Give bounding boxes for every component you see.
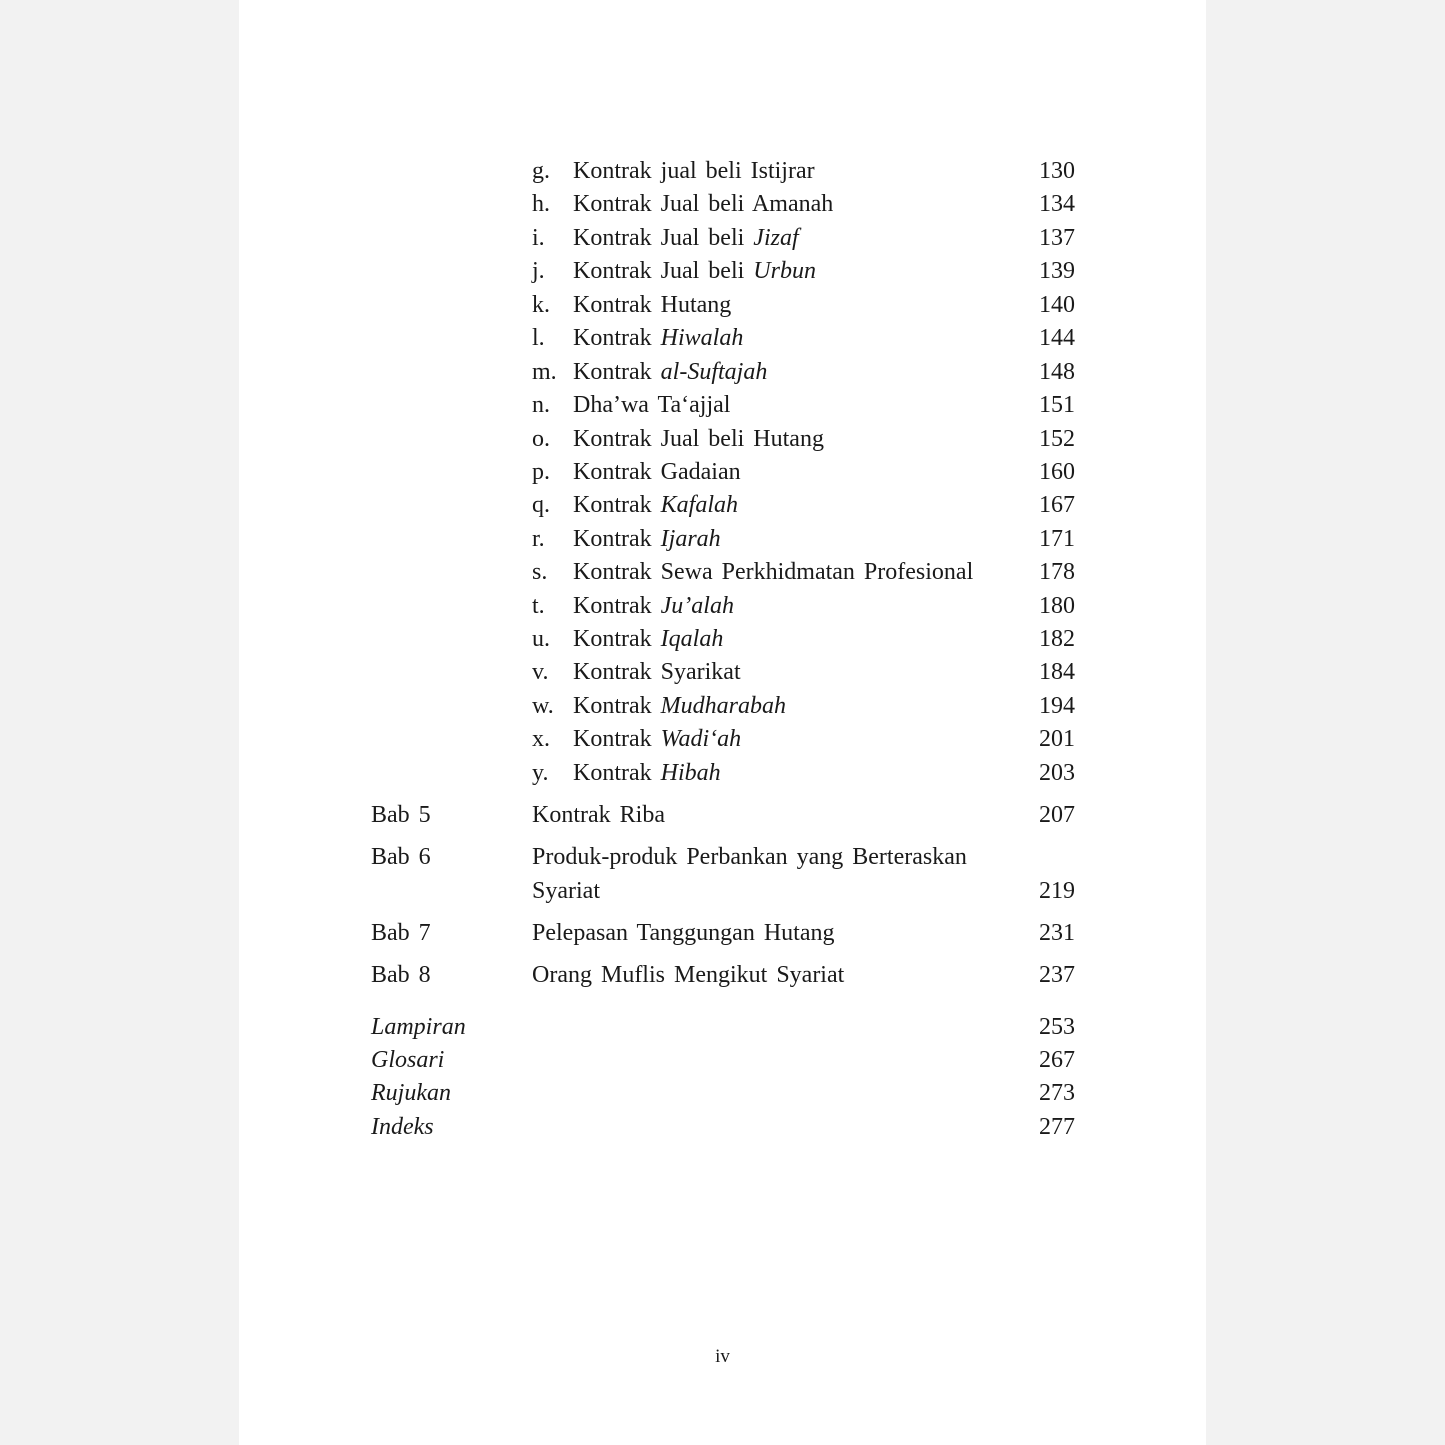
entry-title (573, 223, 799, 253)
toc-chapter-6-continued (239, 876, 1075, 906)
chapter-label: Bab 7 (371, 920, 431, 946)
entry-letter: t. (532, 593, 545, 619)
toc-chapter-5 (239, 800, 1075, 830)
entry-letter: q. (532, 492, 550, 518)
chapter-label: Bab 8 (371, 962, 431, 988)
entry-page-number: 184 (1039, 659, 1075, 685)
entry-title (573, 724, 741, 754)
toc-back-indeks (239, 1112, 1075, 1142)
chapter-page-number: 231 (1039, 920, 1075, 946)
entry-title-text: Kontrak jual beli Istijrar (573, 158, 815, 184)
entry-title-text: Kontrak Jual beli Amanah (573, 191, 834, 217)
toc-entry-o (239, 424, 1075, 454)
toc-entry-v (239, 657, 1075, 687)
toc-entry-p (239, 457, 1075, 487)
entry-title (573, 657, 741, 687)
entry-title-italic: Ijarah (660, 526, 721, 552)
toc-entry-i (239, 223, 1075, 253)
entry-title (573, 256, 816, 286)
toc-chapter-6 (239, 842, 1075, 872)
entry-letter: h. (532, 191, 550, 217)
toc-back-glosari (239, 1045, 1075, 1075)
toc-entry-k (239, 290, 1075, 320)
back-matter-label: Indeks (371, 1114, 434, 1140)
entry-letter: l. (532, 325, 545, 351)
entry-title (573, 624, 723, 654)
toc-entry-s (239, 557, 1075, 587)
entry-title (573, 557, 973, 587)
entry-letter: v. (532, 659, 549, 685)
entry-page-number: 140 (1039, 292, 1075, 318)
entry-title (573, 691, 786, 721)
entry-title-text: Kontrak (573, 359, 661, 385)
entry-title (573, 323, 743, 353)
entry-title-text: Kontrak (573, 593, 661, 619)
entry-title-text: Kontrak Syarikat (573, 659, 741, 685)
entry-page-number: 201 (1039, 726, 1075, 752)
entry-letter: s. (532, 559, 548, 585)
entry-title-text: Kontrak Jual beli (573, 258, 754, 284)
entry-letter: o. (532, 426, 550, 452)
entry-page-number: 148 (1039, 359, 1075, 385)
chapter-page-number: 237 (1039, 962, 1075, 988)
chapter-page-number: 207 (1039, 802, 1075, 828)
chapter-title: Pelepasan Tanggungan Hutang (532, 920, 835, 946)
entry-page-number: 180 (1039, 593, 1075, 619)
chapter-title: Orang Muflis Mengikut Syariat (532, 962, 845, 988)
entry-letter: x. (532, 726, 550, 752)
entry-page-number: 144 (1039, 325, 1075, 351)
entry-letter: n. (532, 392, 550, 418)
entry-letter: u. (532, 626, 550, 652)
chapter-title: Kontrak Riba (532, 802, 665, 828)
toc-back-rujukan (239, 1078, 1075, 1108)
entry-title-text: Kontrak (573, 626, 661, 652)
entry-title (573, 156, 815, 186)
toc-entry-u (239, 624, 1075, 654)
entry-title-text: Kontrak (573, 325, 661, 351)
document-page (239, 0, 1206, 1445)
entry-title-text: Kontrak (573, 492, 661, 518)
entry-title-italic: Iqalah (660, 626, 724, 652)
entry-title-italic: Urbun (753, 258, 816, 284)
entry-title (573, 591, 734, 621)
page-folio: iv (715, 1346, 730, 1367)
entry-title-text: Kontrak Jual beli Hutang (573, 426, 824, 452)
entry-page-number: 152 (1039, 426, 1075, 452)
entry-title-text: Kontrak Sewa Perkhidmatan Profesional (573, 559, 974, 585)
entry-page-number: 139 (1039, 258, 1075, 284)
toc-entry-g (239, 156, 1075, 186)
toc-entry-x (239, 724, 1075, 754)
entry-title (573, 758, 721, 788)
entry-title (573, 189, 833, 219)
back-matter-page-number: 267 (1039, 1047, 1075, 1073)
entry-title-italic: Wadi‘ah (660, 726, 742, 752)
back-matter-page-number: 253 (1039, 1014, 1075, 1040)
entry-letter: p. (532, 459, 550, 485)
toc-entry-y (239, 758, 1075, 788)
toc-entry-t (239, 591, 1075, 621)
toc-entry-j (239, 256, 1075, 286)
entry-letter: j. (532, 258, 545, 284)
entry-title-text: Kontrak (573, 693, 661, 719)
entry-page-number: 167 (1039, 492, 1075, 518)
entry-page-number: 130 (1039, 158, 1075, 184)
toc-entry-l (239, 323, 1075, 353)
entry-page-number: 137 (1039, 225, 1075, 251)
toc-entry-n (239, 390, 1075, 420)
entry-title-text: Dha’wa Ta‘ajjal (573, 392, 731, 418)
entry-title (573, 424, 824, 454)
chapter-label: Bab 5 (371, 802, 431, 828)
back-matter-page-number: 277 (1039, 1114, 1075, 1140)
table-of-contents (239, 0, 1206, 1445)
entry-title-italic: Kafalah (660, 492, 738, 518)
toc-chapter-8 (239, 960, 1075, 990)
entry-letter: k. (532, 292, 550, 318)
entry-page-number: 160 (1039, 459, 1075, 485)
entry-title (573, 457, 741, 487)
chapter-label: Bab 6 (371, 844, 431, 870)
entry-page-number: 134 (1039, 191, 1075, 217)
toc-entry-h (239, 189, 1075, 219)
back-matter-page-number: 273 (1039, 1080, 1075, 1106)
entry-letter: w. (532, 693, 554, 719)
entry-title-text: Kontrak (573, 760, 661, 786)
chapter-page-number: 219 (1039, 878, 1075, 904)
entry-page-number: 194 (1039, 693, 1075, 719)
entry-title-text: Kontrak Gadaian (573, 459, 741, 485)
entry-page-number: 151 (1039, 392, 1075, 418)
entry-title-text: Kontrak Hutang (573, 292, 732, 318)
entry-title-italic: al-Suftajah (660, 359, 768, 385)
entry-page-number: 178 (1039, 559, 1075, 585)
toc-entry-q (239, 490, 1075, 520)
entry-page-number: 171 (1039, 526, 1075, 552)
entry-letter: y. (532, 760, 549, 786)
entry-title-italic: Hibah (660, 760, 721, 786)
entry-title-italic: Ju’alah (660, 593, 734, 619)
toc-entry-m (239, 357, 1075, 387)
entry-letter: g. (532, 158, 550, 184)
toc-entry-w (239, 691, 1075, 721)
entry-title (573, 524, 721, 554)
entry-title (573, 290, 731, 320)
chapter-title: Produk-produk Perbankan yang Berteraskan (532, 844, 967, 870)
back-matter-label: Glosari (371, 1047, 445, 1073)
entry-title-italic: Mudharabah (660, 693, 786, 719)
entry-title-text: Kontrak (573, 726, 661, 752)
toc-back-lampiran (239, 1012, 1075, 1042)
back-matter-label: Lampiran (371, 1014, 466, 1040)
toc-entry-r (239, 524, 1075, 554)
entry-title-italic: Hiwalah (660, 325, 744, 351)
entry-page-number: 182 (1039, 626, 1075, 652)
entry-title (573, 490, 738, 520)
entry-letter: r. (532, 526, 545, 552)
chapter-title-continued: Syariat (532, 878, 600, 904)
back-matter-label: Rujukan (371, 1080, 451, 1106)
entry-letter: i. (532, 225, 545, 251)
entry-letter: m. (532, 359, 557, 385)
entry-page-number: 203 (1039, 760, 1075, 786)
entry-title-text: Kontrak Jual beli (573, 225, 754, 251)
entry-title-italic: Jizaf (753, 225, 799, 251)
entry-title (573, 357, 767, 387)
entry-title (573, 390, 730, 420)
toc-chapter-7 (239, 918, 1075, 948)
entry-title-text: Kontrak (573, 526, 661, 552)
